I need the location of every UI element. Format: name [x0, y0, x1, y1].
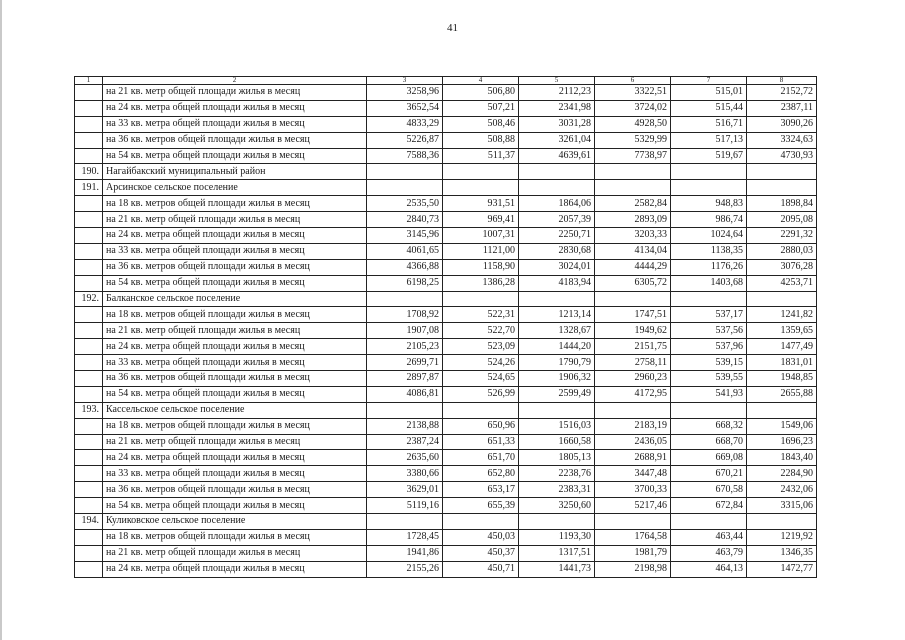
- value-cell: [519, 402, 595, 418]
- value-cell: 2655,88: [747, 386, 817, 402]
- value-cell: 1328,67: [519, 323, 595, 339]
- table-row: [75, 148, 817, 164]
- row-label: на 18 кв. метров общей площади жилья в месяц: [103, 418, 367, 434]
- value-cell: 1831,01: [747, 355, 817, 371]
- value-cell: 506,80: [443, 85, 519, 101]
- value-cell: 537,17: [671, 307, 747, 323]
- section-name: Нагайбакский муниципальный район: [103, 164, 367, 180]
- value-cell: 2284,90: [747, 466, 817, 482]
- value-cell: 539,55: [671, 371, 747, 387]
- value-cell: [367, 514, 443, 530]
- value-cell: [595, 402, 671, 418]
- row-number: [75, 371, 103, 387]
- value-cell: [747, 164, 817, 180]
- value-cell: [747, 180, 817, 196]
- value-cell: 7588,36: [367, 148, 443, 164]
- value-cell: 931,51: [443, 196, 519, 212]
- value-cell: 2960,23: [595, 371, 671, 387]
- value-cell: [443, 514, 519, 530]
- value-cell: 450,37: [443, 545, 519, 561]
- value-cell: 1477,49: [747, 339, 817, 355]
- value-cell: 2535,50: [367, 196, 443, 212]
- row-label: на 18 кв. метров общей площади жилья в месяц: [103, 529, 367, 545]
- column-number: 3: [367, 77, 443, 85]
- row-number: [75, 529, 103, 545]
- value-cell: 523,09: [443, 339, 519, 355]
- table-body: [75, 77, 817, 578]
- row-number: [75, 259, 103, 275]
- value-cell: 3700,33: [595, 482, 671, 498]
- value-cell: 1864,06: [519, 196, 595, 212]
- value-cell: 1346,35: [747, 545, 817, 561]
- value-cell: 672,84: [671, 498, 747, 514]
- value-cell: 655,39: [443, 498, 519, 514]
- value-cell: 2151,75: [595, 339, 671, 355]
- value-cell: 2840,73: [367, 212, 443, 228]
- value-cell: 2635,60: [367, 450, 443, 466]
- row-number: [75, 355, 103, 371]
- value-cell: 668,70: [671, 434, 747, 450]
- value-cell: 4928,50: [595, 116, 671, 132]
- table-row: [75, 561, 817, 577]
- value-cell: 2155,26: [367, 561, 443, 577]
- value-cell: 2758,11: [595, 355, 671, 371]
- value-cell: [595, 180, 671, 196]
- value-cell: 463,79: [671, 545, 747, 561]
- value-cell: [443, 164, 519, 180]
- value-cell: 4172,95: [595, 386, 671, 402]
- value-cell: 2688,91: [595, 450, 671, 466]
- tariff-table: [74, 76, 817, 578]
- section-name: Арсинское сельское поселение: [103, 180, 367, 196]
- value-cell: 1941,86: [367, 545, 443, 561]
- row-number: [75, 450, 103, 466]
- table-row: [75, 482, 817, 498]
- value-cell: 1728,45: [367, 529, 443, 545]
- row-label: на 54 кв. метра общей площади жилья в месяц: [103, 148, 367, 164]
- value-cell: 2387,24: [367, 434, 443, 450]
- value-cell: 2198,98: [595, 561, 671, 577]
- value-cell: [671, 402, 747, 418]
- page-left-edge: [0, 0, 2, 640]
- value-cell: 2183,19: [595, 418, 671, 434]
- value-cell: [747, 291, 817, 307]
- table-row: [75, 545, 817, 561]
- value-cell: [671, 164, 747, 180]
- value-cell: 1516,03: [519, 418, 595, 434]
- value-cell: 2893,09: [595, 212, 671, 228]
- row-label: на 24 кв. метра общей площади жилья в месяц: [103, 450, 367, 466]
- value-cell: 3447,48: [595, 466, 671, 482]
- value-cell: 450,03: [443, 529, 519, 545]
- value-cell: 4639,61: [519, 148, 595, 164]
- value-cell: [595, 164, 671, 180]
- table-row: [75, 275, 817, 291]
- value-cell: 511,37: [443, 148, 519, 164]
- value-cell: 651,70: [443, 450, 519, 466]
- table-row: [75, 228, 817, 244]
- value-cell: 1138,35: [671, 243, 747, 259]
- value-cell: 1444,20: [519, 339, 595, 355]
- value-cell: 541,93: [671, 386, 747, 402]
- value-cell: 3324,63: [747, 132, 817, 148]
- value-cell: 6198,25: [367, 275, 443, 291]
- value-cell: 1158,90: [443, 259, 519, 275]
- row-number: [75, 434, 103, 450]
- value-cell: 1805,13: [519, 450, 595, 466]
- column-number: 8: [747, 77, 817, 85]
- row-number: [75, 148, 103, 164]
- value-cell: 1948,85: [747, 371, 817, 387]
- value-cell: 1843,40: [747, 450, 817, 466]
- value-cell: 7738,97: [595, 148, 671, 164]
- column-number: 5: [519, 77, 595, 85]
- value-cell: 1907,08: [367, 323, 443, 339]
- value-cell: 5226,87: [367, 132, 443, 148]
- value-cell: [519, 164, 595, 180]
- row-number: 191.: [75, 180, 103, 196]
- value-cell: 3076,28: [747, 259, 817, 275]
- value-cell: 524,26: [443, 355, 519, 371]
- row-label: на 18 кв. метров общей площади жилья в месяц: [103, 307, 367, 323]
- table-row: [75, 466, 817, 482]
- row-label: на 24 кв. метра общей площади жилья в месяц: [103, 339, 367, 355]
- value-cell: 4134,04: [595, 243, 671, 259]
- value-cell: 4366,88: [367, 259, 443, 275]
- value-cell: 1696,23: [747, 434, 817, 450]
- row-label: на 54 кв. метра общей площади жилья в месяц: [103, 498, 367, 514]
- row-number: 190.: [75, 164, 103, 180]
- section-row: [75, 164, 817, 180]
- row-number: [75, 386, 103, 402]
- row-number: [75, 482, 103, 498]
- row-number: [75, 323, 103, 339]
- value-cell: 969,41: [443, 212, 519, 228]
- row-number: 192.: [75, 291, 103, 307]
- value-cell: 4086,81: [367, 386, 443, 402]
- row-number: [75, 339, 103, 355]
- value-cell: 2138,88: [367, 418, 443, 434]
- value-cell: 1898,84: [747, 196, 817, 212]
- table-row: [75, 132, 817, 148]
- value-cell: 1790,79: [519, 355, 595, 371]
- row-label: на 24 кв. метра общей площади жилья в месяц: [103, 100, 367, 116]
- value-cell: 4183,94: [519, 275, 595, 291]
- value-cell: 450,71: [443, 561, 519, 577]
- row-label: на 18 кв. метров общей площади жилья в месяц: [103, 196, 367, 212]
- value-cell: [443, 402, 519, 418]
- value-cell: 2582,84: [595, 196, 671, 212]
- value-cell: 1747,51: [595, 307, 671, 323]
- table-row: [75, 386, 817, 402]
- row-label: на 21 кв. метр общей площади жилья в месяц: [103, 323, 367, 339]
- section-row: [75, 291, 817, 307]
- table-row: [75, 498, 817, 514]
- value-cell: 6305,72: [595, 275, 671, 291]
- value-cell: 4253,71: [747, 275, 817, 291]
- row-number: [75, 85, 103, 101]
- value-cell: 537,96: [671, 339, 747, 355]
- row-number: 194.: [75, 514, 103, 530]
- value-cell: 1386,28: [443, 275, 519, 291]
- value-cell: 1213,14: [519, 307, 595, 323]
- value-cell: 1241,82: [747, 307, 817, 323]
- section-row: [75, 402, 817, 418]
- value-cell: 3031,28: [519, 116, 595, 132]
- value-cell: 522,70: [443, 323, 519, 339]
- value-cell: [443, 291, 519, 307]
- value-cell: [671, 180, 747, 196]
- table-row: [75, 259, 817, 275]
- value-cell: [519, 514, 595, 530]
- value-cell: 3258,96: [367, 85, 443, 101]
- value-cell: 2830,68: [519, 243, 595, 259]
- value-cell: 1708,92: [367, 307, 443, 323]
- value-cell: 986,74: [671, 212, 747, 228]
- value-cell: 1359,65: [747, 323, 817, 339]
- row-number: [75, 545, 103, 561]
- value-cell: 517,13: [671, 132, 747, 148]
- value-cell: 4833,29: [367, 116, 443, 132]
- table-row: [75, 434, 817, 450]
- value-cell: 2238,76: [519, 466, 595, 482]
- value-cell: [747, 514, 817, 530]
- row-number: [75, 228, 103, 244]
- value-cell: [367, 180, 443, 196]
- value-cell: 507,21: [443, 100, 519, 116]
- table-row: [75, 85, 817, 101]
- table-row: [75, 212, 817, 228]
- value-cell: 653,17: [443, 482, 519, 498]
- value-cell: 3024,01: [519, 259, 595, 275]
- value-cell: 2436,05: [595, 434, 671, 450]
- value-cell: 5329,99: [595, 132, 671, 148]
- value-cell: 4444,29: [595, 259, 671, 275]
- value-cell: 516,71: [671, 116, 747, 132]
- row-label: на 21 кв. метр общей площади жилья в месяц: [103, 434, 367, 450]
- row-label: на 21 кв. метр общей площади жилья в месяц: [103, 545, 367, 561]
- section-name: Кассельское сельское поселение: [103, 402, 367, 418]
- row-label: на 54 кв. метра общей площади жилья в месяц: [103, 386, 367, 402]
- value-cell: [747, 402, 817, 418]
- value-cell: 3629,01: [367, 482, 443, 498]
- row-number: [75, 561, 103, 577]
- value-cell: 2699,71: [367, 355, 443, 371]
- value-cell: 1024,64: [671, 228, 747, 244]
- page-number: 41: [447, 22, 458, 34]
- table-row: [75, 323, 817, 339]
- row-number: [75, 116, 103, 132]
- row-label: на 24 кв. метра общей площади жилья в месяц: [103, 561, 367, 577]
- value-cell: [367, 291, 443, 307]
- table-row: [75, 307, 817, 323]
- value-cell: [595, 291, 671, 307]
- value-cell: 1660,58: [519, 434, 595, 450]
- value-cell: 515,01: [671, 85, 747, 101]
- value-cell: 2383,31: [519, 482, 595, 498]
- value-cell: [519, 291, 595, 307]
- column-number-row: [75, 77, 817, 85]
- value-cell: 508,46: [443, 116, 519, 132]
- value-cell: 2341,98: [519, 100, 595, 116]
- value-cell: 4061,65: [367, 243, 443, 259]
- value-cell: 1219,92: [747, 529, 817, 545]
- row-number: [75, 418, 103, 434]
- value-cell: 670,58: [671, 482, 747, 498]
- value-cell: 464,13: [671, 561, 747, 577]
- row-label: на 21 кв. метр общей площади жилья в месяц: [103, 212, 367, 228]
- value-cell: 3380,66: [367, 466, 443, 482]
- row-number: [75, 196, 103, 212]
- table-row: [75, 339, 817, 355]
- value-cell: 508,88: [443, 132, 519, 148]
- row-label: на 33 кв. метра общей площади жилья в месяц: [103, 116, 367, 132]
- value-cell: 651,33: [443, 434, 519, 450]
- value-cell: 3315,06: [747, 498, 817, 514]
- value-cell: 3145,96: [367, 228, 443, 244]
- value-cell: 2250,71: [519, 228, 595, 244]
- value-cell: 1176,26: [671, 259, 747, 275]
- section-row: [75, 180, 817, 196]
- section-name: Куликовское сельское поселение: [103, 514, 367, 530]
- section-name: Балканское сельское поселение: [103, 291, 367, 307]
- value-cell: [671, 291, 747, 307]
- value-cell: 668,32: [671, 418, 747, 434]
- value-cell: [671, 514, 747, 530]
- value-cell: 1981,79: [595, 545, 671, 561]
- value-cell: [595, 514, 671, 530]
- value-cell: 1317,51: [519, 545, 595, 561]
- value-cell: [519, 180, 595, 196]
- row-label: на 36 кв. метров общей площади жилья в месяц: [103, 482, 367, 498]
- value-cell: 463,44: [671, 529, 747, 545]
- value-cell: 652,80: [443, 466, 519, 482]
- value-cell: 5217,46: [595, 498, 671, 514]
- value-cell: 1549,06: [747, 418, 817, 434]
- table-row: [75, 529, 817, 545]
- row-label: на 33 кв. метра общей площади жилья в месяц: [103, 243, 367, 259]
- table-row: [75, 116, 817, 132]
- value-cell: 650,96: [443, 418, 519, 434]
- value-cell: 1441,73: [519, 561, 595, 577]
- value-cell: 522,31: [443, 307, 519, 323]
- table-row: [75, 450, 817, 466]
- value-cell: 1764,58: [595, 529, 671, 545]
- value-cell: 537,56: [671, 323, 747, 339]
- row-number: [75, 100, 103, 116]
- value-cell: 670,21: [671, 466, 747, 482]
- value-cell: [443, 180, 519, 196]
- row-label: на 36 кв. метров общей площади жилья в месяц: [103, 259, 367, 275]
- value-cell: 3652,54: [367, 100, 443, 116]
- value-cell: 515,44: [671, 100, 747, 116]
- value-cell: 2432,06: [747, 482, 817, 498]
- value-cell: 3090,26: [747, 116, 817, 132]
- value-cell: 519,67: [671, 148, 747, 164]
- row-label: на 21 кв. метр общей площади жилья в месяц: [103, 85, 367, 101]
- value-cell: 2599,49: [519, 386, 595, 402]
- value-cell: 3261,04: [519, 132, 595, 148]
- value-cell: 2897,87: [367, 371, 443, 387]
- value-cell: 3322,51: [595, 85, 671, 101]
- table-row: [75, 418, 817, 434]
- value-cell: 669,08: [671, 450, 747, 466]
- value-cell: 1906,32: [519, 371, 595, 387]
- value-cell: 2057,39: [519, 212, 595, 228]
- value-cell: 1403,68: [671, 275, 747, 291]
- column-number: 4: [443, 77, 519, 85]
- row-label: на 36 кв. метров общей площади жилья в месяц: [103, 371, 367, 387]
- row-number: [75, 307, 103, 323]
- value-cell: 3203,33: [595, 228, 671, 244]
- row-number: [75, 132, 103, 148]
- table-row: [75, 371, 817, 387]
- value-cell: 2095,08: [747, 212, 817, 228]
- value-cell: 948,83: [671, 196, 747, 212]
- row-number: [75, 498, 103, 514]
- column-number: 2: [103, 77, 367, 85]
- value-cell: 1472,77: [747, 561, 817, 577]
- value-cell: 539,15: [671, 355, 747, 371]
- value-cell: 1949,62: [595, 323, 671, 339]
- table-row: [75, 100, 817, 116]
- table-row: [75, 196, 817, 212]
- value-cell: 3724,02: [595, 100, 671, 116]
- value-cell: 2291,32: [747, 228, 817, 244]
- value-cell: 1007,31: [443, 228, 519, 244]
- column-number: 1: [75, 77, 103, 85]
- value-cell: 2387,11: [747, 100, 817, 116]
- row-label: на 54 кв. метра общей площади жилья в месяц: [103, 275, 367, 291]
- value-cell: 5119,16: [367, 498, 443, 514]
- table-row: [75, 243, 817, 259]
- row-label: на 36 кв. метров общей площади жилья в месяц: [103, 132, 367, 148]
- value-cell: 2152,72: [747, 85, 817, 101]
- column-number: 6: [595, 77, 671, 85]
- row-number: [75, 466, 103, 482]
- row-number: [75, 275, 103, 291]
- row-number: [75, 212, 103, 228]
- row-label: на 24 кв. метра общей площади жилья в месяц: [103, 228, 367, 244]
- value-cell: [367, 164, 443, 180]
- value-cell: 4730,93: [747, 148, 817, 164]
- value-cell: 2880,03: [747, 243, 817, 259]
- column-number: 7: [671, 77, 747, 85]
- row-number: 193.: [75, 402, 103, 418]
- value-cell: 526,99: [443, 386, 519, 402]
- row-label: на 33 кв. метра общей площади жилья в месяц: [103, 466, 367, 482]
- value-cell: 2112,23: [519, 85, 595, 101]
- value-cell: [367, 402, 443, 418]
- table-row: [75, 355, 817, 371]
- value-cell: 1193,30: [519, 529, 595, 545]
- value-cell: 524,65: [443, 371, 519, 387]
- section-row: [75, 514, 817, 530]
- value-cell: 3250,60: [519, 498, 595, 514]
- value-cell: 1121,00: [443, 243, 519, 259]
- row-label: на 33 кв. метра общей площади жилья в месяц: [103, 355, 367, 371]
- value-cell: 2105,23: [367, 339, 443, 355]
- row-number: [75, 243, 103, 259]
